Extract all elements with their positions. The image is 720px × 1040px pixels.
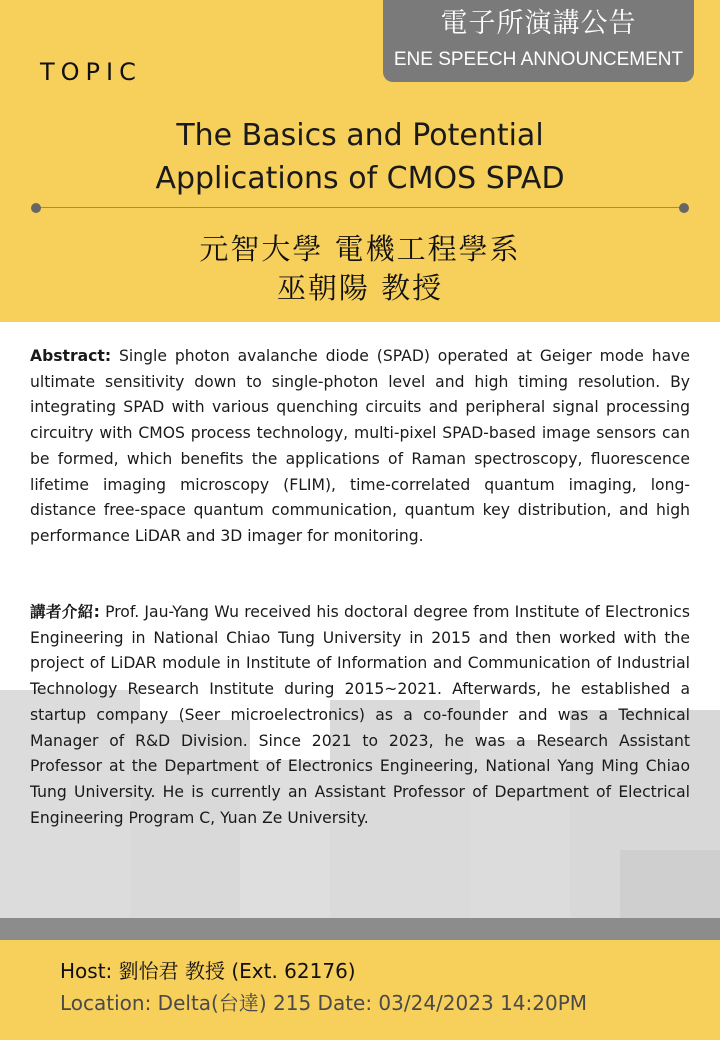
badge-title-en: ENE SPEECH ANNOUNCEMENT xyxy=(393,49,684,70)
speaker-affiliation: 元智大學 電機工程學系 xyxy=(199,232,521,266)
speaker-name: 巫朝陽 教授 xyxy=(276,271,444,305)
badge-title-zh: 電子所演講公告 xyxy=(440,8,637,39)
talk-title-line2: Applications of CMOS SPAD xyxy=(155,161,565,196)
host-info: Host: 劉怡君 教授 (Ext. 62176) xyxy=(60,959,356,983)
talk-title-line1: The Basics and Potential xyxy=(176,118,544,153)
abstract-paragraph xyxy=(30,344,690,550)
abstract-label: Abstract: xyxy=(30,347,112,365)
location-date-info: Location: Delta(台達) 215 Date: 03/24/2023 14:20PM xyxy=(60,991,588,1015)
divider-dot-right xyxy=(679,203,689,213)
bio-text: Prof. Jau-Yang Wu received his doctoral degree from Institute of Electronics Engineering in National Chiao Tung University in 2015 and then worked with the project of LiDAR module in Institute of Information and Communication of Industrial Technology Research Institute during 2015~2021. Afterwards, he established a startup company (Seer microelectronics) as a co-founder and was a Technical Manager of R&D Division. Since 2021 to 2023, he was a Research Assistant Professor at the Department of Electronics Engineering, National Yang Ming Chiao Tung University. He is currently an Assistant Professor of Department of Electrical Engineering Program C, Yuan Ze University. xyxy=(30,603,690,827)
bio-label: 講者介紹: xyxy=(30,603,100,621)
speaker-bio-paragraph xyxy=(30,600,690,831)
divider-line xyxy=(36,207,684,208)
divider-dot-left xyxy=(31,203,41,213)
abstract-text: Single photon avalanche diode (SPAD) operated at Geiger mode have ultimate sensitivity down to single-photon level and high timing resolution. By integrating SPAD with various quenching circuits and peripheral signal processing circuitry with CMOS process technology, multi-pixel SPAD-based image sensors can be formed, which benefits the applications of Raman spectroscopy, fluorescence lifetime imaging microscopy (FLIM), time-correlated quantum imaging, long-distance free-space quantum communication, quantum key distribution, and high performance LiDAR and 3D imager for monitoring. xyxy=(30,347,690,545)
talk-title xyxy=(0,114,720,200)
announcement-badge xyxy=(383,0,694,82)
topic-label: TOPIC xyxy=(40,58,142,86)
